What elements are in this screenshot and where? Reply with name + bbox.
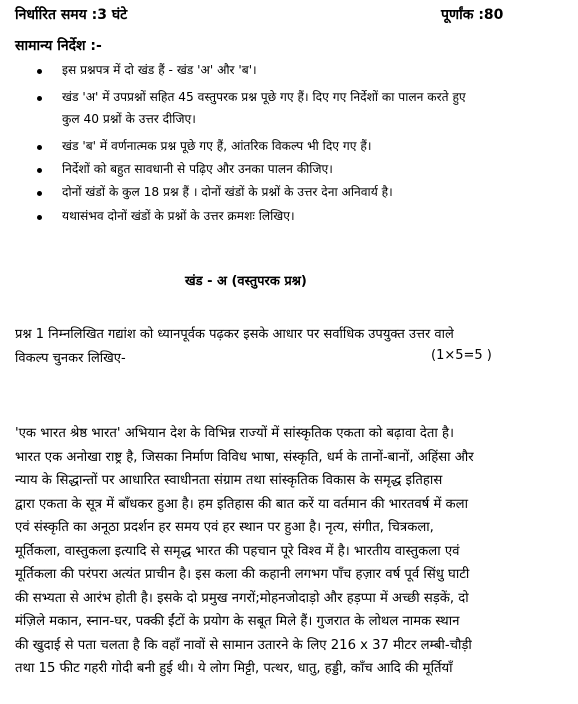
instruction-text: खंड 'ब' में वर्णनात्मक प्रश्न पूछे गए हैं, आंतरिक विकल्प भी दिए गए हैं। <box>62 139 372 153</box>
passage-line: द्वारा एकता के सूत्र में बाँधकर हुआ है। हम इतिहास की बात करें या वर्तमान की भारतवर्ष में कला <box>15 496 469 512</box>
question-marks: (1×5=5 ) <box>431 348 492 363</box>
passage-line: मूर्तिकला, वास्तुकला इत्यादि से समृद्ध भारत की पहचान पूरे विश्व में है। भारतीय वास्तुकला एवं <box>15 543 460 559</box>
instructions-heading: सामान्य निर्देश :- <box>15 38 102 54</box>
instruction-text: यथासंभव दोनों खंडों के प्रश्नों के उत्तर क्रमशः लिखिए। <box>62 209 295 223</box>
time-allowed-label: निर्धारित समय :3 घंटे <box>15 7 128 23</box>
question-text: प्रश्न 1 निम्नलिखित गद्यांश को ध्यानपूर्वक पढ़कर इसके आधार पर सर्वाधिक उपयुक्त उत्तर वाले <box>15 327 454 342</box>
question-text: विकल्प चुनकर लिखिए- <box>15 351 126 366</box>
bullet-icon <box>37 96 42 101</box>
passage-line: की खुदाई से पता चलता है कि वहाँ नावों से सामान उतारने के लिए 216 x 37 मीटर लम्बी-चौड़ी <box>15 637 472 653</box>
instruction-text: खंड 'अ' में उपप्रश्नों सहित 45 वस्तुपरक प्रश्न पूछे गए हैं। दिए गए निर्देशों का पालन करते हुए <box>62 90 466 104</box>
section-title: खंड - अ (वस्तुपरक प्रश्न) <box>185 274 307 289</box>
passage-line: मूर्तिकला की परंपरा अत्यंत प्राचीन है। इस कला की कहानी लगभग पाँच हज़ार वर्ष पूर्व सिंधु घाटी <box>15 567 470 582</box>
passage-line: एवं संस्कृति का अनूठा प्रदर्शन हर समय एवं हर स्थान पर हुआ है। नृत्य, संगीत, चित्रकला, <box>15 520 434 535</box>
instruction-text: दोनों खंडों के कुल 18 प्रश्न हैं । दोनों खंडों के प्रश्नों के उत्तर देना अनिवार्य है। <box>62 185 393 199</box>
total-marks-label: पूर्णांक :80 <box>441 7 504 23</box>
passage <box>15 422 563 681</box>
passage-line: तथा 15 फीट गहरी गोदी बनी हुई थी। ये लोग मिट्टी, पत्थर, धातु, हड्डी, काँच आदि की मूर्तियाँ <box>15 661 453 676</box>
bullet-icon <box>37 215 42 220</box>
passage-line: की सभ्यता से आरंभ होती है। इसके दो प्रमुख नगरों;मोहनजोदाड़ो और हड़प्पा में अच्छी सड़कें, दो <box>15 590 469 606</box>
passage-line: भारत एक अनोखा राष्ट्र है, जिसका निर्माण विविध भाषा, संस्कृति, धर्म के तानों-बानों, अहिंसा और <box>15 449 474 465</box>
bullet-icon <box>37 69 42 74</box>
bullet-icon <box>37 145 42 150</box>
instruction-text: निर्देशों को बहुत सावधानी से पढ़िए और उनका पालन कीजिए। <box>62 162 333 176</box>
passage-line: मंज़िले मकान, स्नान-घर, पक्की ईंटों के प्रयोग के सबूत मिले हैं। गुजरात के लोथल नामक स्थान <box>15 614 460 629</box>
bullet-icon <box>37 168 42 173</box>
passage-line: न्याय के सिद्धान्तों पर आधारित स्वाधीनता संग्राम तथा सांस्कृतिक विकास के समृद्ध इतिहास <box>15 473 443 488</box>
instruction-text: इस प्रश्नपत्र में दो खंड हैं - खंड 'अ' और 'ब'। <box>62 63 257 77</box>
passage-line: 'एक भारत श्रेष्ठ भारत' अभियान देश के विभिन्न राज्यों में सांस्कृतिक एकता को बढ़ावा देता है। <box>15 426 454 441</box>
bullet-icon <box>37 191 42 196</box>
instruction-text: कुल 40 प्रश्नों के उत्तर दीजिए। <box>62 112 196 126</box>
